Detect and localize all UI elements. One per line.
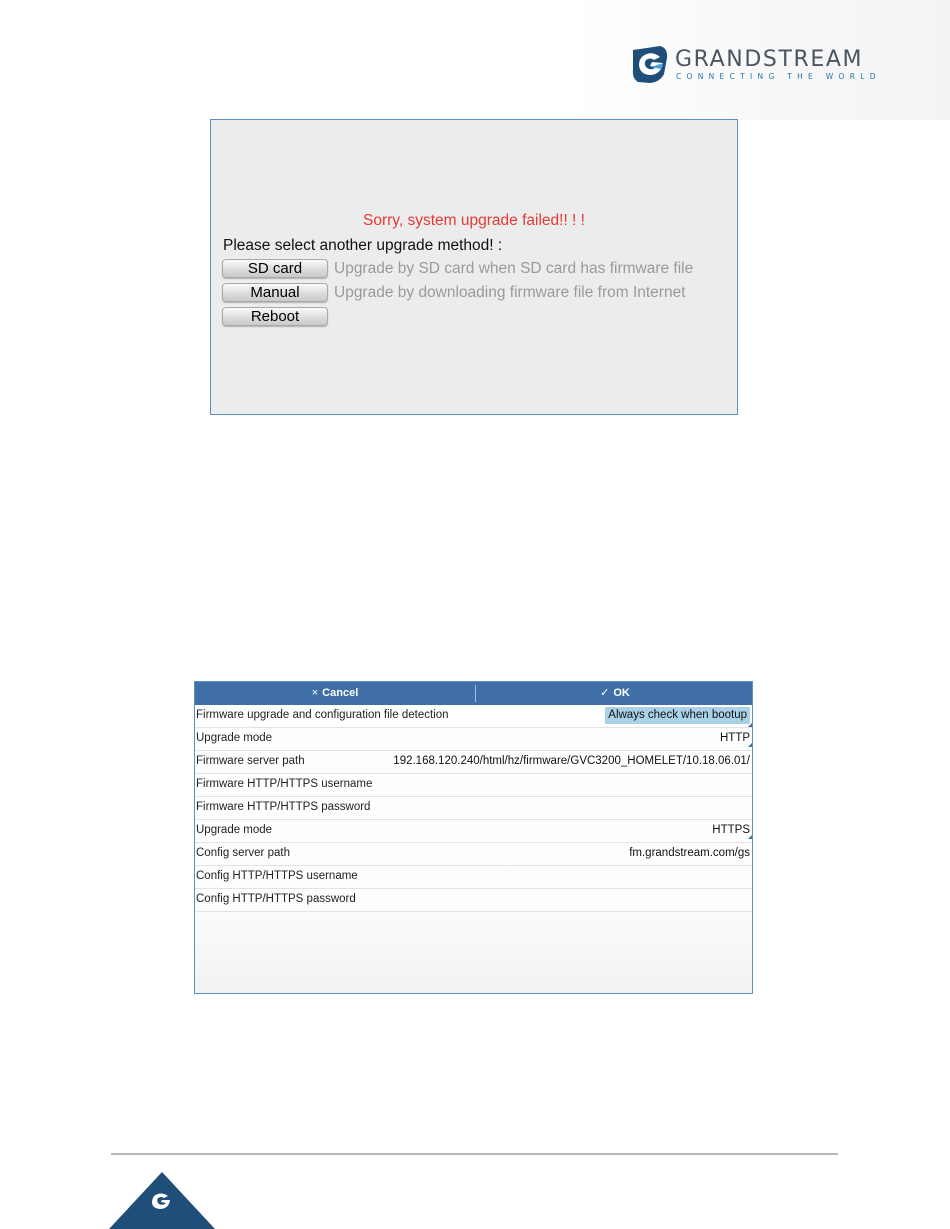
setting-row-upgrade-mode bbox=[195, 728, 752, 751]
setting-row-config-password bbox=[195, 889, 752, 912]
logo-tagline: CONNECTING THE WORLD bbox=[676, 72, 881, 81]
upgrade-failed-message: Sorry, system upgrade failed!! ! ! bbox=[363, 212, 585, 229]
setting-label: Config HTTP/HTTPS password bbox=[196, 893, 356, 905]
upgrade-method-prompt: Please select another upgrade method! : bbox=[223, 237, 503, 254]
cancel-label: Cancel bbox=[322, 687, 359, 699]
setting-row-detection bbox=[195, 705, 752, 728]
setting-row-config-username bbox=[195, 866, 752, 889]
config-server-path-field[interactable]: fm.grandstream.com/gs bbox=[629, 847, 750, 859]
bar-divider bbox=[475, 685, 476, 702]
setting-row-firmware-server-path bbox=[195, 751, 752, 774]
config-upgrade-mode-dropdown[interactable]: HTTPS bbox=[712, 824, 750, 836]
manual-description: Upgrade by downloading firmware file from Internet bbox=[334, 284, 686, 301]
setting-label: Upgrade mode bbox=[196, 732, 273, 744]
upgrade-settings-panel bbox=[194, 681, 753, 994]
setting-label: Firmware HTTP/HTTPS password bbox=[196, 801, 371, 813]
grandstream-logo-icon bbox=[630, 44, 670, 84]
footer-grandstream-icon bbox=[109, 1172, 215, 1229]
ok-label: OK bbox=[613, 687, 630, 699]
reboot-button[interactable]: Reboot bbox=[222, 307, 328, 326]
setting-row-config-server-path bbox=[195, 843, 752, 866]
setting-label: Config HTTP/HTTPS username bbox=[196, 870, 358, 882]
sd-card-description: Upgrade by SD card when SD card has firmware file bbox=[334, 260, 694, 277]
firmware-password-field[interactable] bbox=[590, 801, 750, 815]
firmware-upgrade-mode-dropdown[interactable]: HTTP bbox=[719, 732, 750, 744]
setting-label: Firmware HTTP/HTTPS username bbox=[196, 778, 373, 790]
close-icon: × bbox=[311, 687, 319, 699]
config-password-field[interactable] bbox=[590, 893, 750, 907]
setting-label: Config server path bbox=[196, 847, 290, 859]
setting-row-config-upgrade-mode bbox=[195, 820, 752, 843]
firmware-username-field[interactable] bbox=[590, 778, 750, 792]
config-username-field[interactable] bbox=[590, 870, 750, 884]
cancel-button[interactable] bbox=[195, 682, 475, 705]
detection-mode-dropdown[interactable]: Always check when bootup bbox=[605, 707, 750, 724]
firmware-server-path-field[interactable]: 192.168.120.240/html/hz/firmware/GVC3200_HOMELET/10.18.06.01/ bbox=[393, 755, 750, 767]
manual-button[interactable]: Manual bbox=[222, 283, 328, 302]
sd-card-button[interactable]: SD card bbox=[222, 259, 328, 278]
grandstream-logo bbox=[630, 44, 890, 88]
setting-row-firmware-username bbox=[195, 774, 752, 797]
footer-divider bbox=[111, 1153, 838, 1155]
setting-row-firmware-password bbox=[195, 797, 752, 820]
upgrade-failed-dialog bbox=[210, 119, 738, 415]
settings-action-bar bbox=[195, 682, 752, 705]
ok-button[interactable] bbox=[477, 682, 753, 705]
setting-label: Firmware server path bbox=[196, 755, 305, 767]
check-icon: ✓ bbox=[600, 687, 610, 699]
logo-wordmark: GRANDSTREAM bbox=[675, 47, 864, 72]
setting-label: Upgrade mode bbox=[196, 824, 273, 836]
setting-label: Firmware upgrade and configuration file detection bbox=[196, 709, 449, 721]
